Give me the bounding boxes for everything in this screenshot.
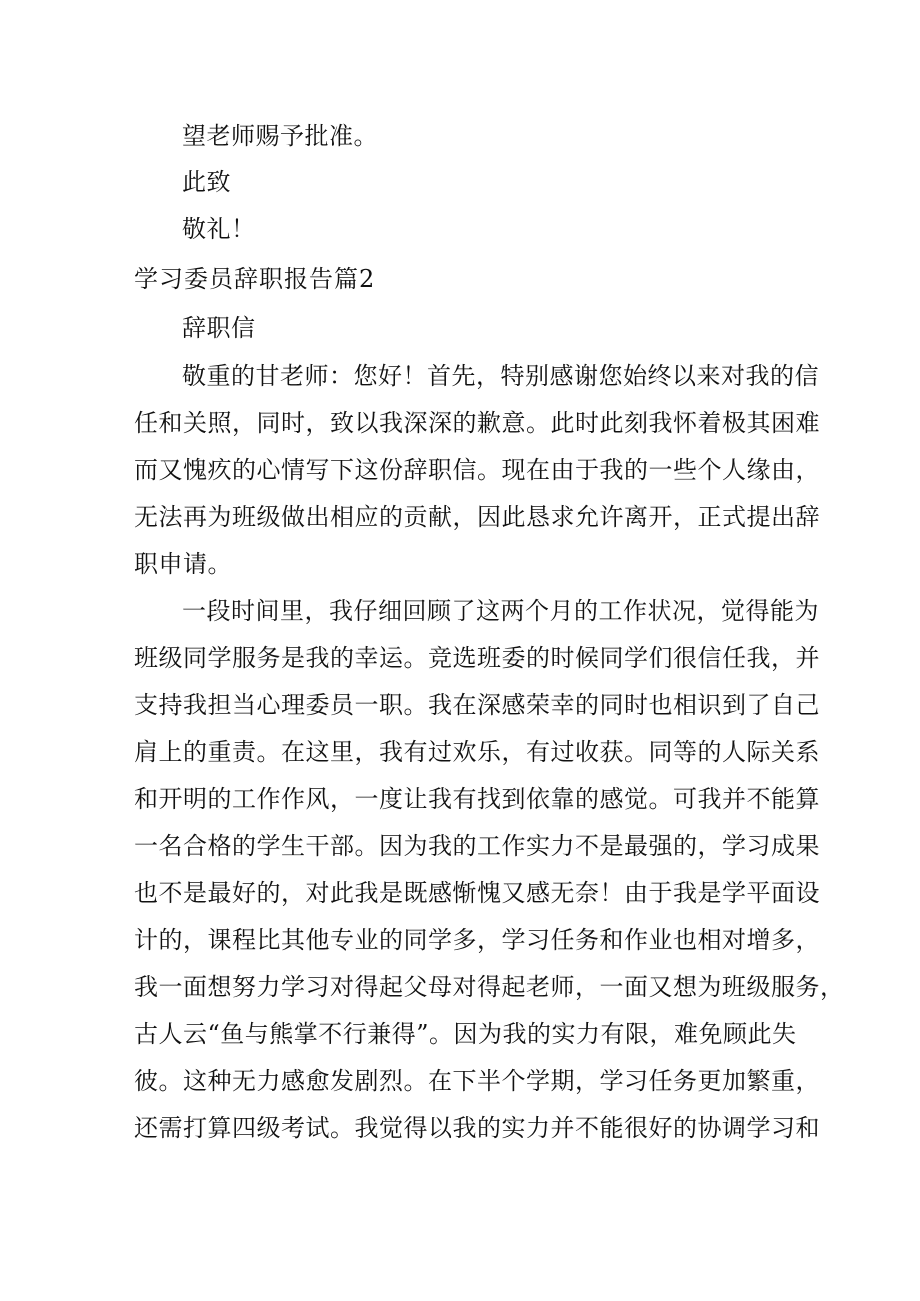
section-heading: 学习委员辞职报告篇2	[134, 265, 376, 293]
paragraph2-line: 彼。这种无力感愈发剧烈。在下半个学期，学习任务更加繁重，	[134, 1067, 820, 1095]
closing-regards: 敬礼！	[182, 215, 256, 243]
paragraph1-line: 任和关照，同时，致以我深深的歉意。此时此刻我怀着极其困难	[134, 409, 820, 437]
paragraph2-line: 一名合格的学生干部。因为我的工作实力不是最强的，学习成果	[134, 832, 820, 860]
closing-salutation: 此致	[182, 168, 231, 196]
paragraph1-line: 敬重的甘老师：您好！首先，特别感谢您始终以来对我的信	[182, 362, 819, 390]
paragraph2-line: 和开明的工作作风，一度让我有找到依靠的感觉。可我并不能算	[134, 785, 820, 813]
paragraph2-line: 我一面想努力学习对得起父母对得起老师，一面又想为班级服务，	[134, 973, 845, 1001]
paragraph1-line: 而又愧疚的心情写下这份辞职信。现在由于我的一些个人缘由，	[134, 456, 820, 484]
paragraph2-line: 肩上的重责。在这里，我有过欢乐，有过收获。同等的人际关系	[134, 738, 820, 766]
paragraph2-line: 古人云“鱼与熊掌不行兼得”。因为我的实力有限，难免顾此失	[134, 1020, 797, 1048]
paragraph1-line: 无法再为班级做出相应的贡献，因此恳求允许离开，正式提出辞	[134, 503, 820, 531]
paragraph2-line: 计的，课程比其他专业的同学多，学习任务和作业也相对增多，	[134, 926, 820, 954]
closing-request: 望老师赐予批准。	[182, 122, 378, 150]
paragraph2-line: 班级同学服务是我的幸运。竞选班委的时候同学们很信任我，并	[134, 644, 820, 672]
paragraph2-line: 也不是最好的，对此我是既感惭愧又感无奈！由于我是学平面设	[134, 879, 820, 907]
letter-title: 辞职信	[182, 314, 256, 342]
paragraph2-line: 支持我担当心理委员一职。我在深感荣幸的同时也相识到了自己	[134, 691, 820, 719]
paragraph2-line: 一段时间里，我仔细回顾了这两个月的工作状况，觉得能为	[182, 597, 819, 625]
paragraph2-line: 还需打算四级考试。我觉得以我的实力并不能很好的协调学习和	[134, 1114, 820, 1142]
paragraph1-line: 职申请。	[134, 550, 232, 578]
